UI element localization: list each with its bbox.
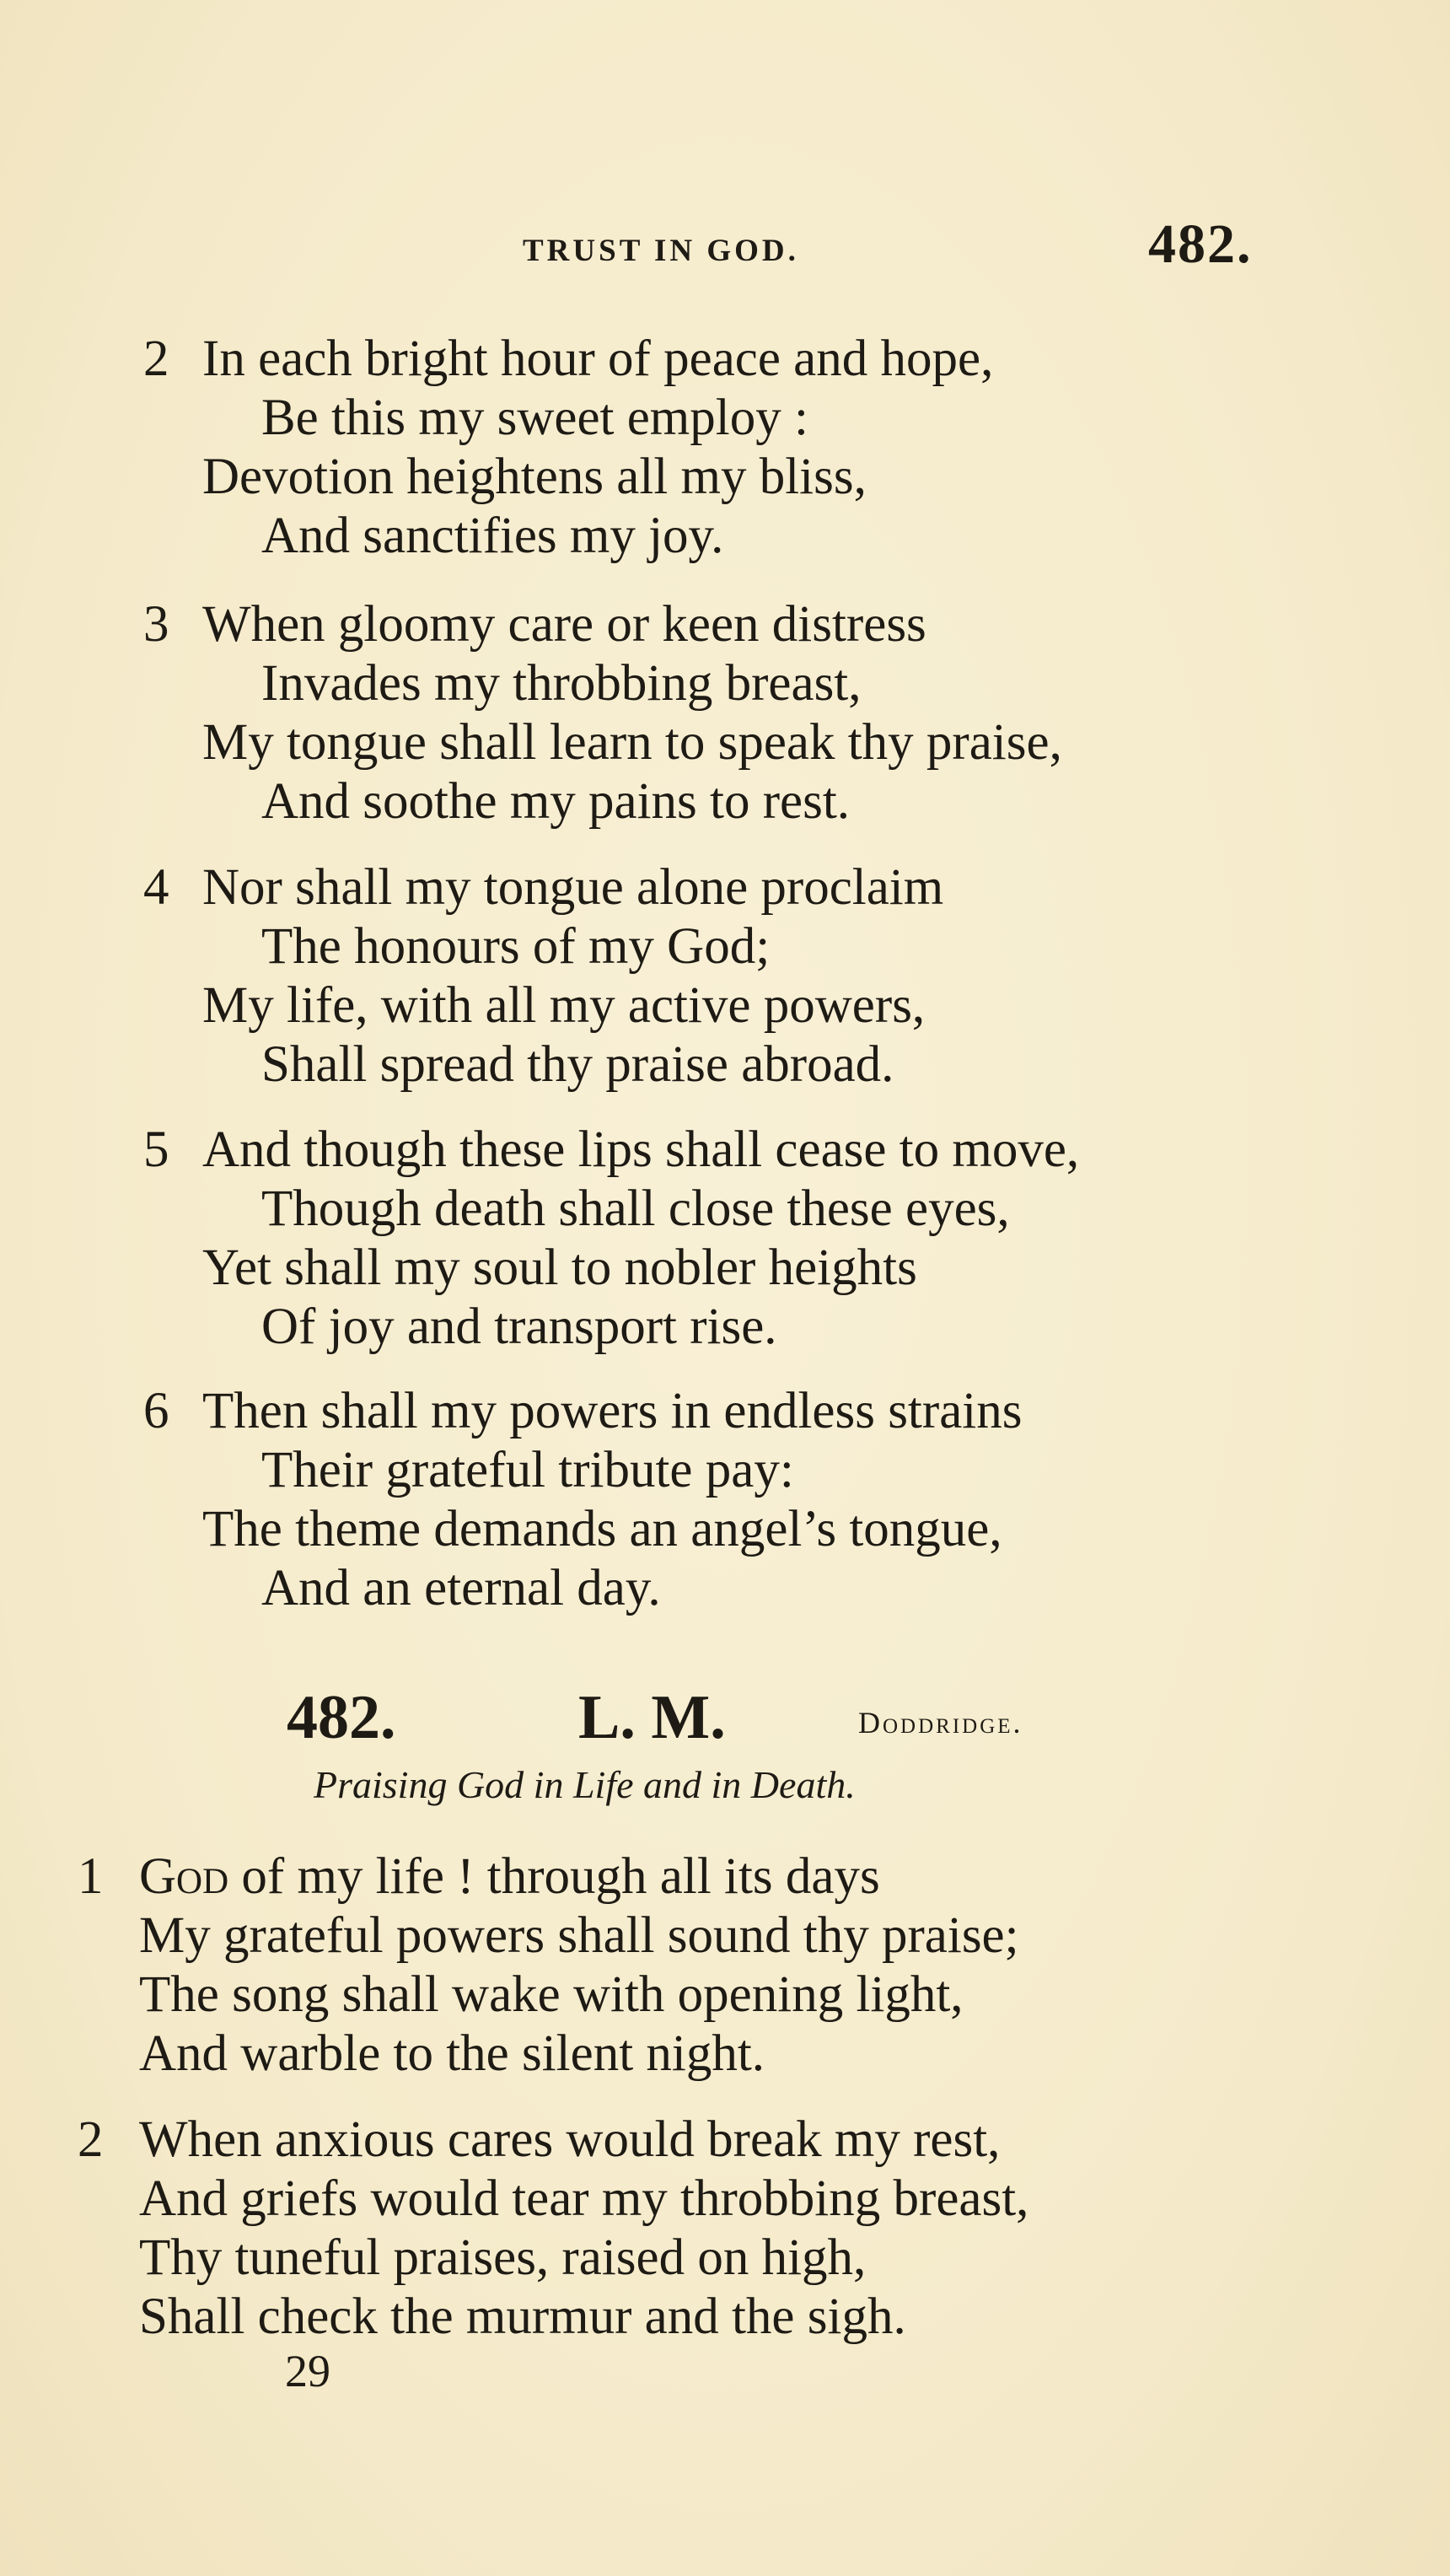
- verse-line: And soothe my pains to rest.: [261, 773, 851, 830]
- verse-line: Thy tuneful praises, raised on high,: [139, 2229, 867, 2286]
- verse-line: Then shall my powers in endless strains: [202, 1383, 1023, 1439]
- verse-line: Shall spread thy praise abroad.: [261, 1036, 894, 1093]
- verse-line: And an eternal day.: [261, 1560, 661, 1616]
- verse-line: When anxious cares would break my rest,: [139, 2111, 1001, 2168]
- verse-line: And sanctifies my joy.: [261, 508, 724, 564]
- verse-line: Their grateful tribute pay:: [261, 1442, 794, 1498]
- verse-line: The theme demands an angel’s tongue,: [202, 1501, 1002, 1557]
- verse-line: Though death shall close these eyes,: [261, 1180, 1010, 1237]
- verse-line: Be this my sweet employ :: [261, 390, 808, 446]
- stanza-number: 6: [143, 1383, 169, 1439]
- verse-line-rest: of my life ! through all its days: [228, 1848, 880, 1905]
- verse-line: Of joy and transport rise.: [261, 1299, 777, 1355]
- verse-line: My grateful powers shall sound thy praise;: [139, 1907, 1019, 1964]
- verse-line: Yet shall my soul to nobler heights: [202, 1240, 917, 1296]
- hymn-meter: L. M.: [578, 1683, 726, 1752]
- verse-line: And though these lips shall cease to move,: [202, 1121, 1080, 1178]
- verse-line: Invades my throbbing breast,: [261, 655, 862, 712]
- hymn-subtitle: Praising God in Life and in Death.: [314, 1763, 856, 1806]
- stanza-number: 5: [143, 1121, 169, 1178]
- verse-line: Nor shall my tongue alone proclaim: [202, 859, 944, 916]
- verse-line: And warble to the silent night.: [139, 2025, 765, 2082]
- verse-line: When gloomy care or keen distress: [202, 596, 926, 653]
- verse-line: The honours of my God;: [261, 918, 771, 975]
- stanza-number: 1: [78, 1848, 104, 1905]
- verse-line: My tongue shall learn to speak thy praise,: [202, 714, 1062, 771]
- stanza-number: 4: [143, 859, 169, 916]
- stanza-number: 2: [78, 2111, 104, 2168]
- verse-line: In each bright hour of peace and hope,: [202, 331, 994, 387]
- verse-line: [139, 1848, 880, 1905]
- verse-line: And griefs would tear my throbbing breast,: [139, 2170, 1029, 2227]
- signature-mark: 29: [285, 2346, 330, 2396]
- running-head-title: TRUST IN GOD.: [523, 234, 799, 268]
- running-head-number: 482.: [1148, 213, 1253, 275]
- verse-line: The song shall wake with opening light,: [139, 1966, 964, 2023]
- verse-line: Shall check the murmur and the sigh.: [139, 2288, 906, 2345]
- verse-line: Devotion heightens all my bliss,: [202, 449, 867, 505]
- stanza-number: 2: [143, 331, 169, 387]
- verse-first-word: God: [139, 1848, 229, 1905]
- hymn-author: Doddridge.: [858, 1706, 1023, 1740]
- verse-line: My life, with all my active powers,: [202, 977, 926, 1034]
- stanza-number: 3: [143, 596, 169, 653]
- hymn-number: 482.: [287, 1683, 396, 1752]
